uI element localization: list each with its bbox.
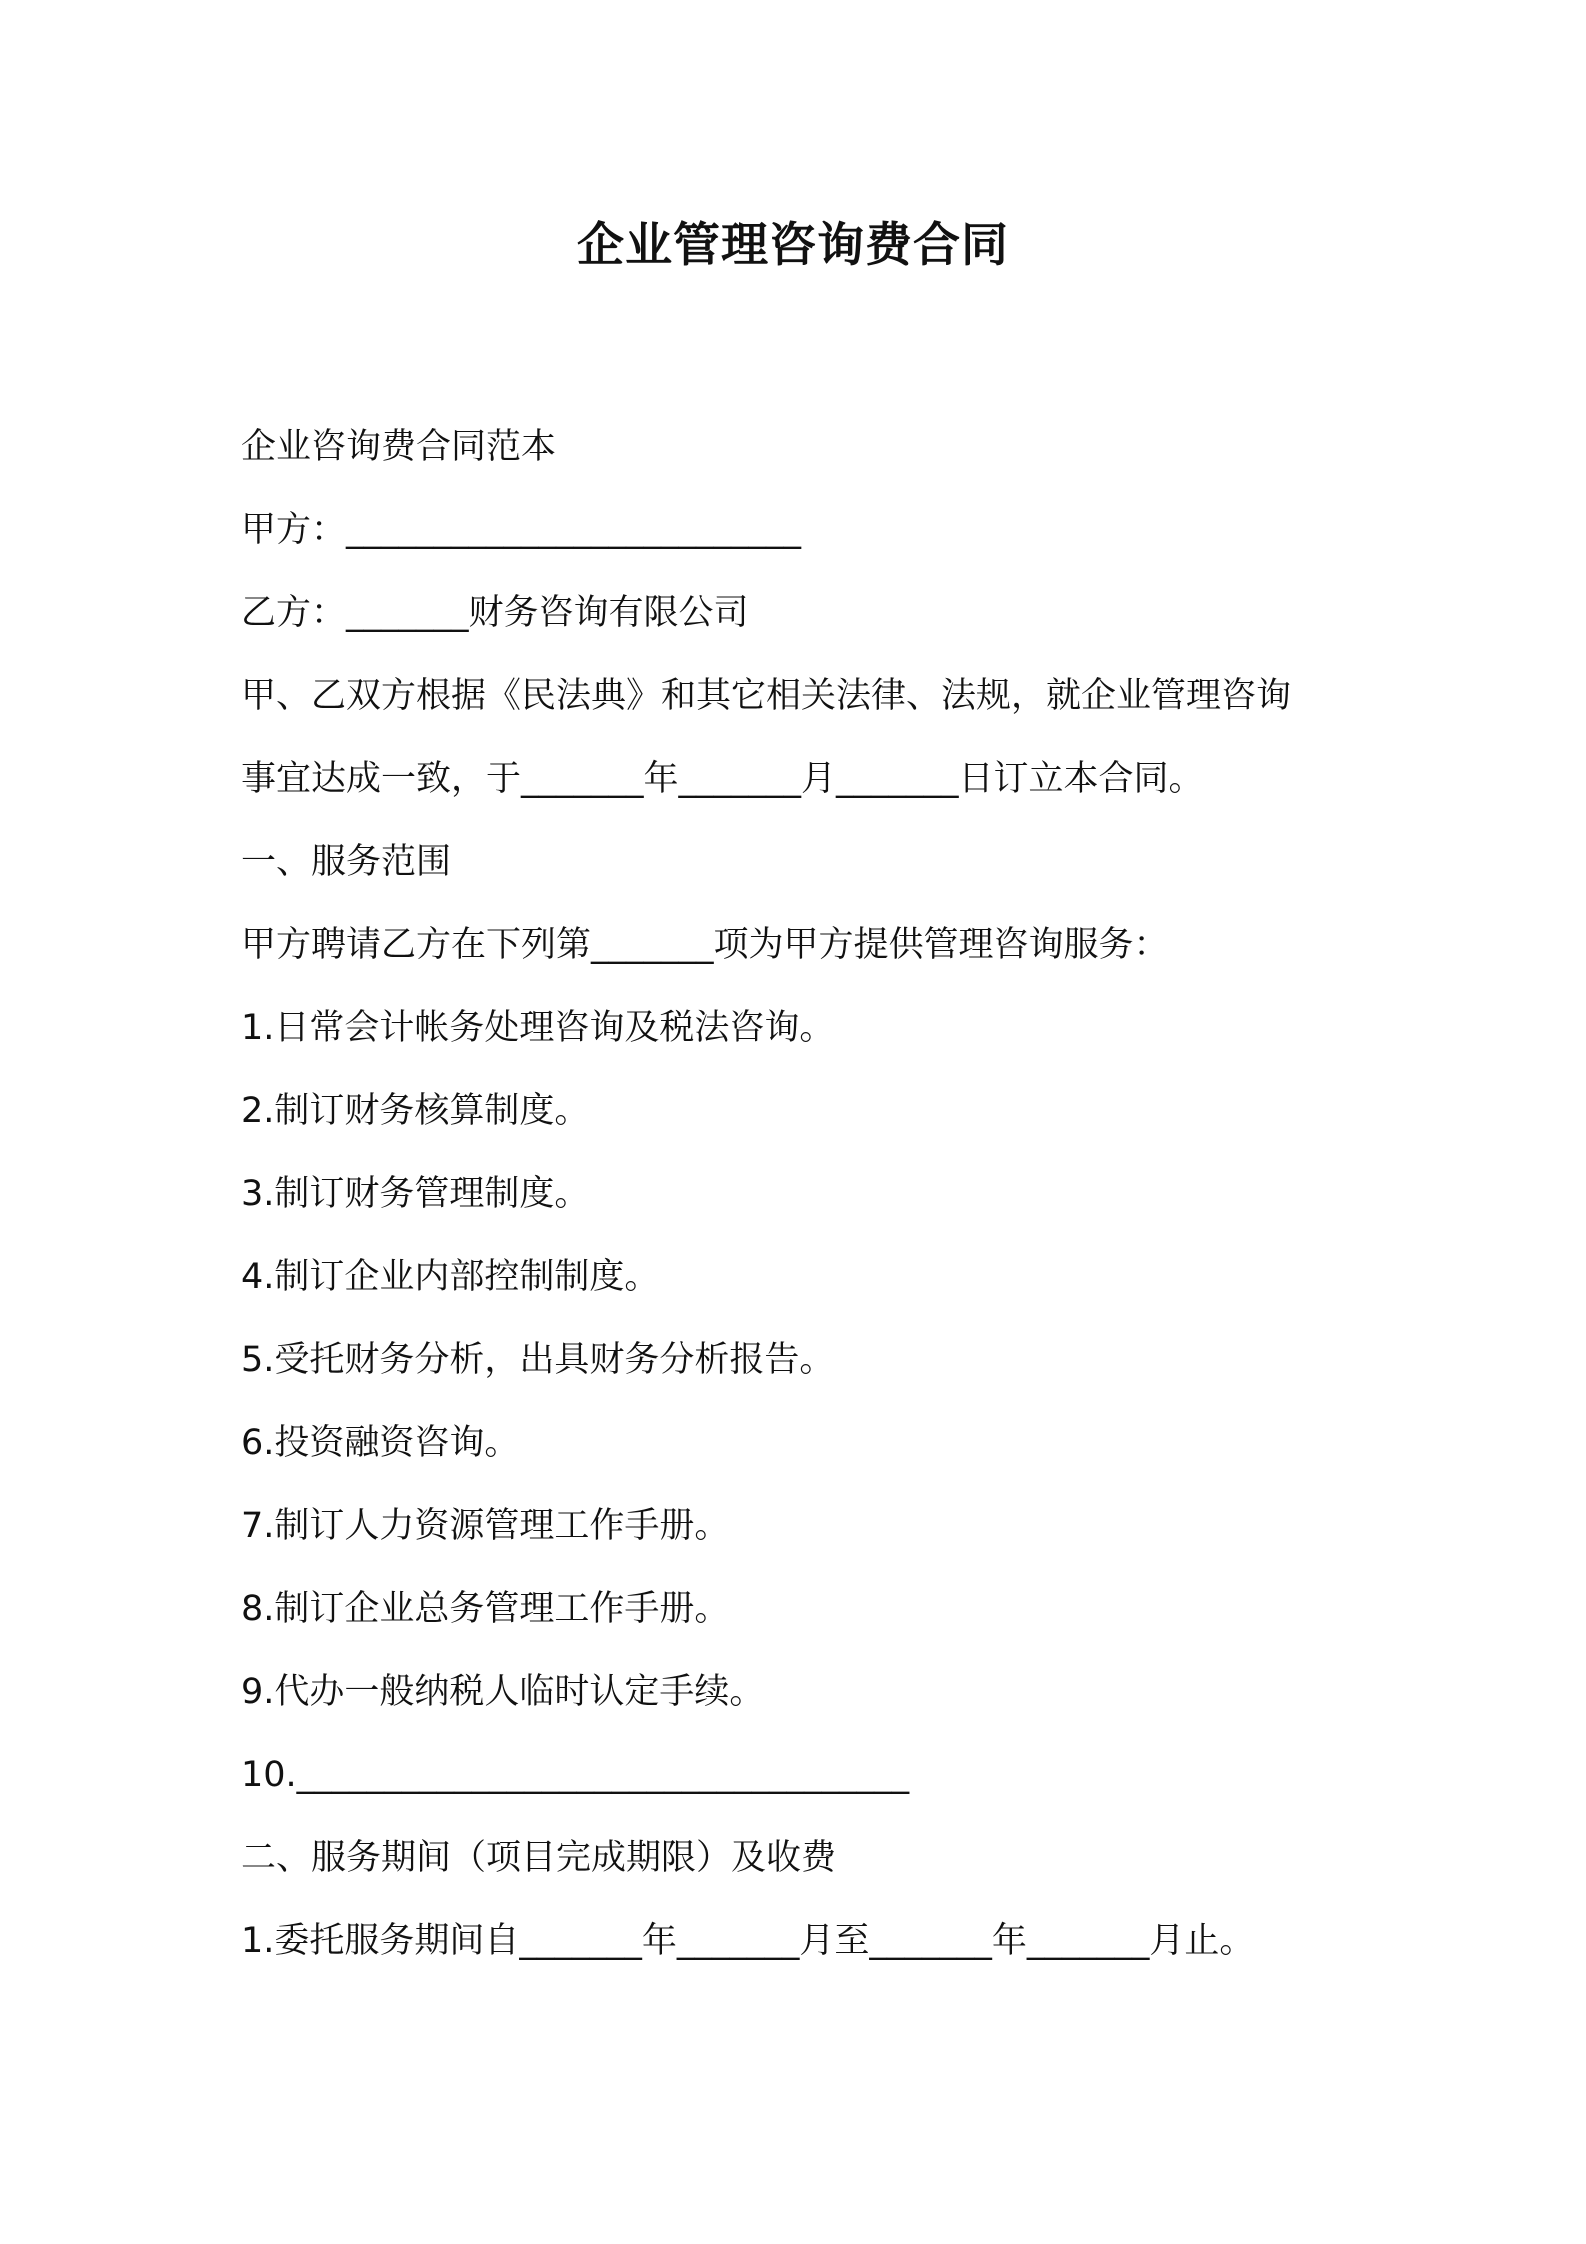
preamble-line-1: 甲、乙双方根据《民法典》和其它相关法律、法规，就企业管理咨询	[241, 676, 1292, 716]
list-item: 6.投资融资咨询。	[241, 1423, 520, 1463]
period-line: 1.委托服务期间自_______年_______月至_______年_______月止。	[241, 1921, 1255, 1961]
list-item: 8.制订企业总务管理工作手册。	[241, 1589, 730, 1629]
scope-intro-line: 甲方聘请乙方在下列第_______项为甲方提供管理咨询服务：	[241, 925, 1169, 965]
list-item: 9.代办一般纳税人临时认定手续。	[241, 1672, 765, 1712]
subtitle-line: 企业咨询费合同范本	[241, 427, 557, 467]
party-a-line: 甲方：__________________________	[241, 510, 802, 550]
preamble-line-2: 事宜达成一致，于_______年_______月_______日订立本合同。	[241, 759, 1204, 799]
section-heading-scope: 一、服务范围	[241, 842, 452, 882]
document-body	[241, 406, 1351, 1983]
section-heading-period: 二、服务期间（项目完成期限）及收费	[241, 1838, 837, 1878]
list-item: 5.受托财务分析，出具财务分析报告。	[241, 1340, 835, 1380]
list-item: 1.日常会计帐务处理咨询及税法咨询。	[241, 1008, 835, 1048]
list-item: 2.制订财务核算制度。	[241, 1091, 590, 1131]
list-item-blank: 10.___________________________________	[241, 1755, 910, 1795]
document-title: 企业管理咨询费合同	[577, 218, 1009, 273]
list-item: 4.制订企业内部控制制度。	[241, 1257, 660, 1297]
party-b-line: 乙方：_______财务咨询有限公司	[241, 593, 749, 633]
list-item: 7.制订人力资源管理工作手册。	[241, 1506, 730, 1546]
list-item: 3.制订财务管理制度。	[241, 1174, 590, 1214]
